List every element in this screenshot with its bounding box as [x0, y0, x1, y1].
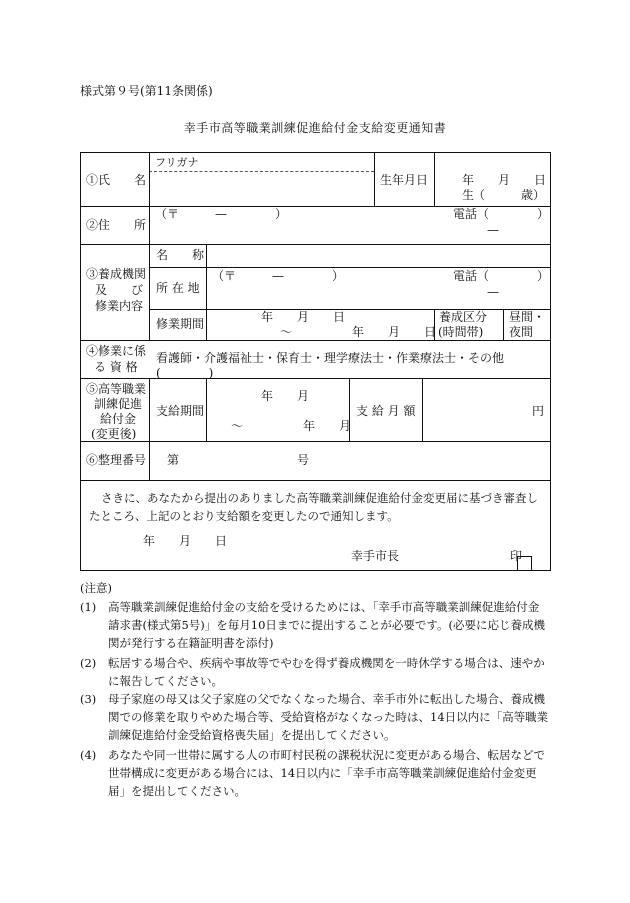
qualification-label-1: ④修業に係 [86, 344, 147, 358]
note-item [80, 598, 550, 652]
benefit-period-label: 支給期間 [156, 404, 205, 418]
class-value-2[interactable]: 夜間 [509, 325, 534, 339]
document-title: 幸手市高等職業訓練促進給付金支給変更通知書 [183, 121, 447, 135]
col-divider [206, 244, 207, 340]
seal-box-icon [517, 556, 532, 571]
institution-name-label: 名 称 [156, 248, 205, 262]
birthdate-label: 生年月日 [380, 173, 429, 187]
ref-label: ⑥整理番号 [86, 453, 147, 467]
address-tel-dash: — [487, 223, 499, 237]
benefit-label-4: (変更後) [91, 427, 137, 441]
qualification-label-2: る 資 格 [94, 360, 138, 374]
furigana-label: フリガナ [155, 156, 199, 169]
note-item [80, 654, 550, 690]
institution-location-label: 所 在 地 [156, 281, 200, 295]
row-divider [81, 340, 550, 341]
notice-text: さきに、あなたから提出のありました高等職業訓練促進給付金変更届に基づき審査したところ、上記のとおり支給額を変更したので通知します。 [89, 491, 538, 523]
ref-prefix: 第 [167, 453, 180, 467]
class-value-1[interactable]: 昼間・ [509, 310, 546, 324]
note-number: (1) [80, 600, 97, 614]
institution-tel[interactable]: 電話（ ） [453, 269, 550, 283]
row-divider [81, 480, 550, 481]
col-divider [149, 153, 150, 340]
note-text: 転居する場合や、疾病や事故等でやむを得ず養成機関を一時休学する場合は、速やかに報告してください。 [108, 656, 545, 688]
class-label-2: (時間帯) [438, 325, 484, 339]
note-number: (2) [80, 656, 97, 670]
seal-label: 印 [510, 549, 523, 563]
benefit-period-start[interactable]: 年 月 [261, 389, 310, 403]
address-postal[interactable]: （〒 — ） [155, 207, 288, 221]
form-number: 様式第９号(第11条関係) [80, 84, 213, 98]
col-divider [374, 153, 375, 206]
period-label: 修業期間 [156, 317, 205, 331]
note-item [80, 690, 550, 744]
notes-heading: (注意) [80, 581, 112, 595]
ref-suffix: 号 [297, 453, 310, 467]
age-value[interactable]: （ 歳） [473, 188, 546, 202]
row-divider [81, 441, 550, 442]
institution-postal[interactable]: （〒 — ） [212, 269, 345, 283]
note-number: (4) [80, 748, 97, 762]
period-start[interactable]: 年 月 日 [261, 310, 346, 324]
institution-label-1: ③養成機関 [86, 267, 147, 281]
note-item [80, 746, 550, 800]
notice-date[interactable]: 年 月 日 [143, 534, 228, 548]
name-label: ①氏 名 [86, 173, 147, 187]
note-number: (3) [80, 692, 97, 706]
address-tel[interactable]: 電話（ ） [453, 207, 550, 221]
benefit-label-1: ⑤高等職業 [86, 382, 147, 396]
birthdate-value[interactable]: 年 月 日生 [462, 173, 547, 202]
issuer-name: 幸手市長 [351, 549, 400, 563]
col-divider [434, 153, 435, 206]
col-divider [206, 378, 207, 441]
row-divider [81, 244, 550, 245]
benefit-period-end[interactable]: ～ 年 月 [231, 419, 352, 433]
institution-tel-dash: — [487, 285, 499, 299]
note-text: 高等職業訓練促進給付金の支給を受けるためには、「幸手市高等職業訓練促進給付金請求書(様式第5号)」を毎月10日までに提出することが必要です。(必要に応じ養成機関が発行する在籍証明書を添付) [108, 600, 545, 650]
institution-label-3: 修業内容 [95, 299, 144, 313]
note-text: あなたや同一世帯に属する人の市町村民税の課税状況に変更がある場合、転居などで世帯構成に変更がある場合には、14日以内に「幸手市高等職業訓練促進給付金変更届」を提出してください。 [108, 748, 545, 798]
furigana-divider [149, 171, 374, 172]
benefit-label-3: 給付金 [100, 412, 137, 426]
address-label: ②住 所 [86, 218, 147, 232]
institution-label-2: 及 び [95, 283, 144, 297]
col-divider [149, 378, 150, 480]
benefit-label-2: 訓練促進 [94, 397, 143, 411]
period-end[interactable]: ～ 年 月 日 [280, 325, 437, 339]
notice-form [80, 152, 551, 571]
note-text: 母子家庭の母又は父子家庭の父でなくなった場合、幸手市外に転出した場合、養成機関での修業を取りやめた場合等、受給資格がなくなった時は、14日以内に「高等職業訓練促進給付金受給資格喪失届」を提出してください。 [108, 692, 549, 742]
col-divider [503, 309, 504, 340]
row-divider [149, 309, 550, 310]
currency-unit: 円 [532, 404, 545, 418]
class-label-1: 養成区分 [439, 310, 488, 324]
monthly-amount-label: 支 給 月 額 [356, 404, 416, 418]
row-divider [149, 267, 550, 268]
qualification-options[interactable]: 看護師・介護福祉士・保育士・理学療法士・作業療法士・その他( ) [156, 351, 505, 380]
col-divider [422, 378, 423, 441]
